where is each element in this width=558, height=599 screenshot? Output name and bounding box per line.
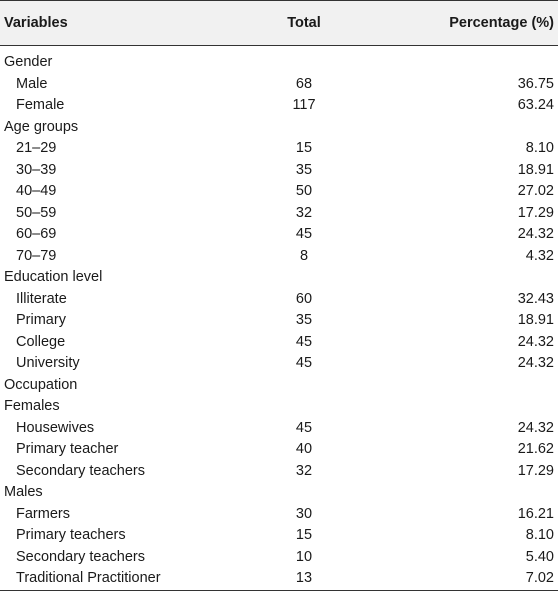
table-row [0, 289, 558, 311]
section-label: Education level [4, 269, 103, 285]
row-percentage: 18.91 [517, 161, 554, 178]
row-label: Secondary teachers [16, 548, 145, 565]
row-label: Male [16, 75, 48, 92]
table-row [0, 439, 558, 461]
row-label: Housewives [16, 419, 95, 436]
row-total: 32 [295, 462, 313, 479]
table-row [0, 181, 558, 203]
row-label: 40–49 [16, 183, 57, 199]
row-label: 60–69 [16, 226, 57, 242]
header-row [0, 1, 558, 46]
row-percentage [374, 396, 558, 418]
row-percentage [374, 117, 558, 139]
table-row [0, 203, 558, 225]
table-row [0, 160, 558, 182]
section-label: Gender [4, 54, 53, 70]
row-total: 35 [295, 161, 313, 178]
row-total: 45 [295, 419, 313, 436]
row-total: 13 [234, 568, 374, 590]
row-label: 21–29 [16, 140, 57, 156]
row-percentage: 24.32 [517, 419, 554, 436]
row-total: 30 [295, 505, 313, 522]
row-total: 8 [299, 247, 309, 264]
row-total: 15 [295, 140, 313, 156]
row-percentage: 36.75 [517, 75, 554, 92]
row-percentage: 4.32 [525, 247, 554, 264]
row-label: Primary teachers [16, 527, 126, 543]
row-percentage: 8.10 [525, 527, 554, 543]
table-section-row [0, 396, 558, 418]
table-row [0, 568, 558, 590]
table-row [0, 138, 558, 160]
header-total: Total [234, 1, 374, 46]
table-row [0, 504, 558, 526]
row-total: 60 [295, 290, 313, 307]
row-percentage [374, 375, 558, 397]
row-percentage: 18.91 [517, 312, 554, 328]
row-percentage: 7.02 [374, 568, 558, 590]
table-section-row [0, 482, 558, 504]
row-percentage: 16.21 [517, 505, 554, 522]
table-row [0, 418, 558, 440]
header-percentage: Percentage (%) [374, 1, 558, 46]
row-label: College [16, 333, 66, 350]
row-label: 30–39 [16, 161, 57, 178]
row-label: Primary teacher [16, 441, 119, 457]
row-label: Secondary teachers [16, 462, 145, 479]
row-total: 40 [295, 441, 313, 457]
row-label: 50–59 [16, 204, 57, 221]
row-label: University [16, 355, 80, 371]
row-percentage: 24.32 [517, 355, 554, 371]
row-percentage: 63.24 [517, 97, 554, 113]
table-row [0, 547, 558, 569]
row-total [234, 267, 374, 289]
row-total: 117 [292, 97, 316, 113]
header-variables: Variables [0, 1, 234, 46]
table-row [0, 95, 558, 117]
row-total: 32 [295, 204, 313, 221]
row-total: 15 [295, 527, 313, 543]
table-row [0, 332, 558, 354]
row-label: 70–79 [16, 247, 57, 264]
row-label: Illiterate [16, 290, 67, 307]
row-percentage: 5.40 [525, 548, 554, 565]
row-percentage: 24.32 [517, 333, 554, 350]
row-total [234, 396, 374, 418]
row-percentage: 24.32 [517, 226, 554, 242]
row-total: 45 [295, 355, 313, 371]
row-label: Female [16, 97, 65, 113]
row-label: Traditional Practitioner [0, 568, 234, 590]
table-row [0, 310, 558, 332]
table-header [0, 1, 558, 46]
table-section-row [0, 375, 558, 397]
section-label: Males [4, 484, 43, 500]
row-percentage [374, 46, 558, 74]
table-section-row [0, 117, 558, 139]
row-percentage: 8.10 [525, 140, 554, 156]
row-total: 45 [295, 333, 313, 350]
row-label: Farmers [16, 505, 70, 522]
table-section-row [0, 46, 558, 74]
row-percentage: 17.29 [517, 204, 554, 221]
table-row [0, 246, 558, 268]
table-row [0, 74, 558, 96]
table-row [0, 461, 558, 483]
row-percentage: 17.29 [517, 462, 554, 479]
row-total [234, 117, 374, 139]
row-total: 50 [295, 183, 313, 199]
row-percentage [374, 482, 558, 504]
table-row [0, 525, 558, 547]
row-percentage [374, 267, 558, 289]
row-total [234, 482, 374, 504]
row-total: 68 [295, 75, 313, 92]
row-total: 45 [295, 226, 313, 242]
row-total [234, 46, 374, 74]
table-row [0, 224, 558, 246]
row-total: 35 [295, 312, 313, 328]
row-total [234, 375, 374, 397]
row-percentage: 21.62 [517, 441, 554, 457]
row-total: 10 [295, 548, 313, 565]
row-percentage: 32.43 [517, 290, 554, 307]
section-label: Age groups [4, 118, 79, 135]
section-label: Occupation [4, 376, 78, 393]
table-body [0, 46, 558, 591]
table-section-row [0, 267, 558, 289]
table-row [0, 353, 558, 375]
section-label: Females [4, 398, 60, 414]
row-percentage: 27.02 [517, 183, 554, 199]
row-label: Primary [16, 312, 66, 328]
